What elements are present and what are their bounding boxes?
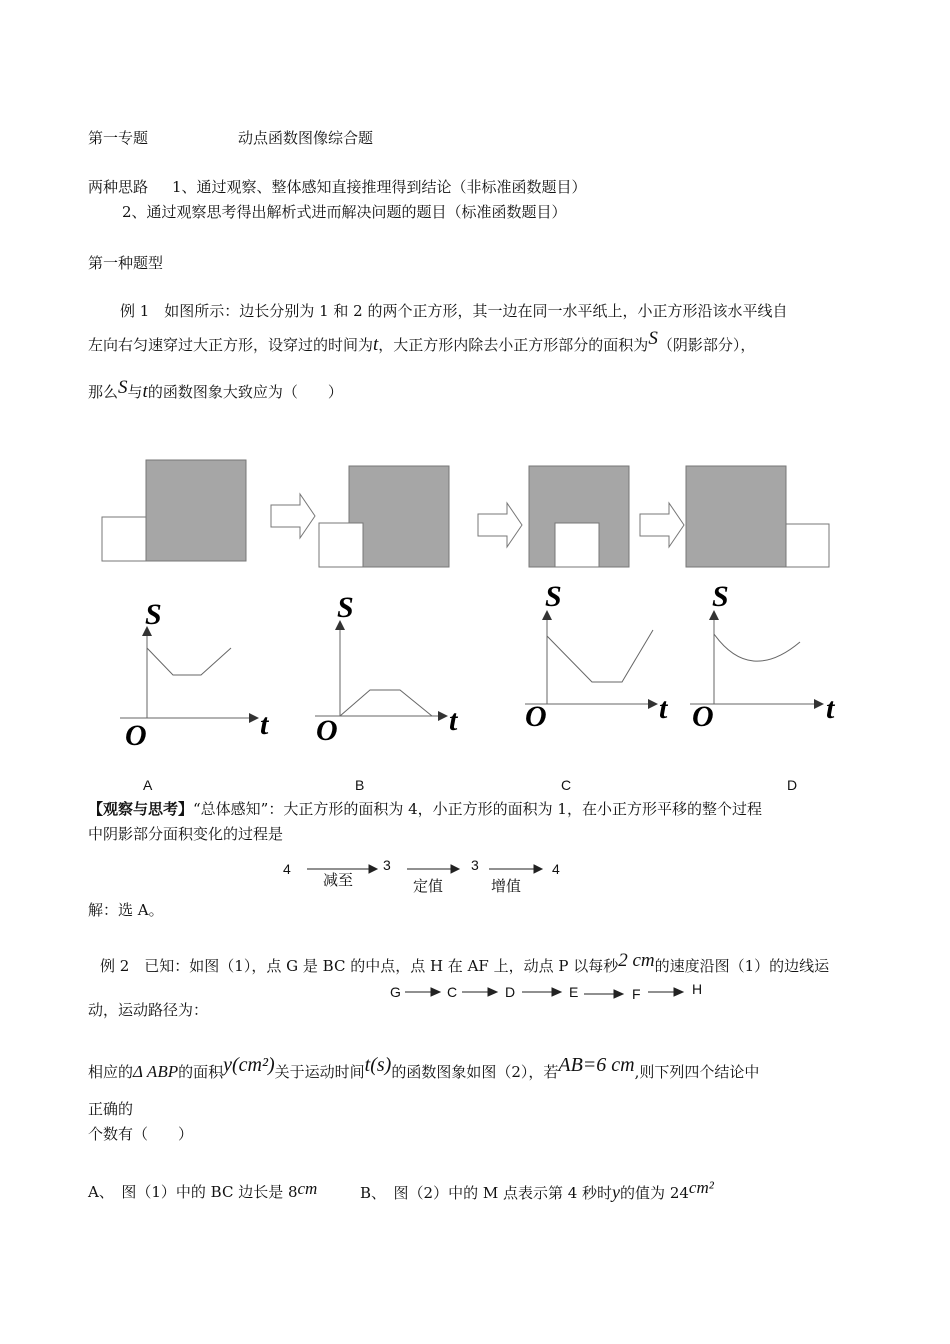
arrow-head-icon [534, 865, 542, 873]
ex1-line-2: 左向右匀速穿过大正方形，设穿过的时间为t，大正方形内除去小正方形部分的面积为S（阴影部分）， [88, 328, 756, 355]
var-t: t [373, 334, 379, 355]
graph-c-t-label: t [659, 692, 668, 725]
thinking-lead: 两种思路 [88, 178, 149, 196]
graph-d-t-label: t [826, 692, 835, 725]
observe-line-2: 中阴影部分面积变化的过程是 [88, 825, 284, 843]
ex1-line-3: 那么S与t的函数图象大致应为（ ） [88, 377, 343, 402]
var-t: t [142, 381, 148, 402]
graph-d-s-label: S [712, 580, 729, 613]
large-square [146, 460, 246, 561]
path-point-c: C [447, 984, 458, 1000]
arrow-head-icon [451, 865, 459, 873]
graph-a-t-label: t [260, 708, 269, 741]
triangle-abp: Δ ABP [133, 1062, 179, 1081]
arrow-head-icon [552, 988, 561, 996]
arrow-head-icon [488, 988, 497, 996]
right-arrow-icon [478, 503, 522, 547]
unit-cm: cm [297, 1179, 318, 1198]
area-unit: y(cm²) [223, 1054, 275, 1076]
graph-d-curve [714, 634, 800, 661]
unit-cm2: cm² [688, 1178, 714, 1197]
var-y: y [612, 1182, 621, 1202]
path-point-d: D [505, 984, 516, 1000]
graph-c-curve [547, 630, 653, 682]
page-title: 动点函数图像综合题 [238, 129, 374, 147]
option-c-label: C [561, 777, 572, 793]
graph-c-s-label: S [545, 580, 562, 613]
path-point-e: E [569, 984, 579, 1000]
observe-label: 【观察与思考】 [88, 800, 194, 818]
ex2-line-5: 个数有（ ） [88, 1125, 194, 1143]
ex2-option-a: A、 图（1）中的 BC 边长是 8cm [88, 1179, 318, 1201]
time-unit: t(s) [364, 1054, 392, 1076]
graph-b-s-label: S [337, 591, 354, 624]
small-square [102, 517, 146, 561]
small-square [786, 524, 829, 567]
ex2-line-4: 正确的 [88, 1100, 134, 1118]
ex2-line-2: 动，运动路径为： [88, 1001, 209, 1019]
ex1-line-1: 例 1 如图所示：边长分别为 1 和 2 的两个正方形，其一边在同一水平纸上，小正方形沿该水平线自 [120, 302, 788, 320]
large-square [529, 466, 629, 567]
ex2-line-1: 例 2 已知：如图（1），点 G 是 BC 的中点，点 H 在 AF 上，动点 P 以每秒2 cm的速度沿图（1）的边线运 [100, 950, 830, 975]
graph-a-curve [147, 648, 231, 675]
var-s: S [648, 328, 658, 349]
flow-value-2: 3 [383, 857, 391, 873]
flow-value-3: 3 [471, 857, 479, 873]
graph-a-origin: O [125, 719, 147, 752]
graph-b-t-label: t [449, 704, 458, 737]
speed-value: 2 cm [618, 950, 655, 971]
arrow-head-icon [369, 865, 377, 873]
flow-step-2: 定值 [413, 877, 444, 895]
graph-c-origin: O [525, 700, 547, 733]
arrow-head-icon [431, 988, 440, 996]
ex2-line-3: 相应的Δ ABP的面积y(cm²)关于运动时间t(s)的函数图象如图（2），若AB=6 cm,则下列四个结论中 [88, 1054, 760, 1081]
large-square [349, 466, 449, 567]
flow-value-4: 4 [552, 861, 560, 877]
path-point-h: H [692, 981, 703, 997]
path-point-g: G [390, 984, 401, 1000]
option-b-label: B [355, 777, 365, 793]
small-square [319, 523, 363, 567]
arrow-head-icon [614, 990, 623, 998]
right-arrow-icon [640, 503, 684, 547]
graph-b-curve [340, 690, 432, 716]
option-d-label: D [787, 777, 798, 793]
observe-line-1: 【观察与思考】“总体感知”：大正方形的面积为 4，小正方形的面积为 1，在小正方形平移的整个过程 [88, 800, 762, 818]
thinking-line-1: 1、通过观察、整体感知直接推理得到结论（非标准函数题目） [172, 178, 587, 196]
option-a-label: A [143, 777, 153, 793]
path-point-f: F [632, 986, 641, 1002]
arrow-head-icon [674, 988, 683, 996]
graph-b-origin: O [316, 714, 338, 747]
flow-value-1: 4 [283, 861, 291, 877]
type-heading: 第一种题型 [88, 254, 164, 272]
flow-step-1: 减至 [323, 871, 354, 889]
flow-step-3: 增值 [491, 877, 522, 895]
var-s: S [118, 377, 128, 398]
answer: 解：选 A。 [88, 901, 164, 919]
right-arrow-icon [271, 494, 315, 538]
large-square [686, 466, 786, 567]
ex2-option-b: B、 图（2）中的 M 点表示第 4 秒时y的值为 24cm² [360, 1178, 714, 1202]
topic-label: 第一专题 [88, 129, 149, 147]
small-square [555, 523, 599, 567]
graph-d-origin: O [692, 700, 714, 733]
ab-length: AB=6 cm [558, 1054, 635, 1076]
graph-a-s-label: S [145, 598, 162, 631]
thinking-line-2: 2、通过观察思考得出解析式进而解决问题的题目（标准函数题目） [122, 203, 567, 221]
